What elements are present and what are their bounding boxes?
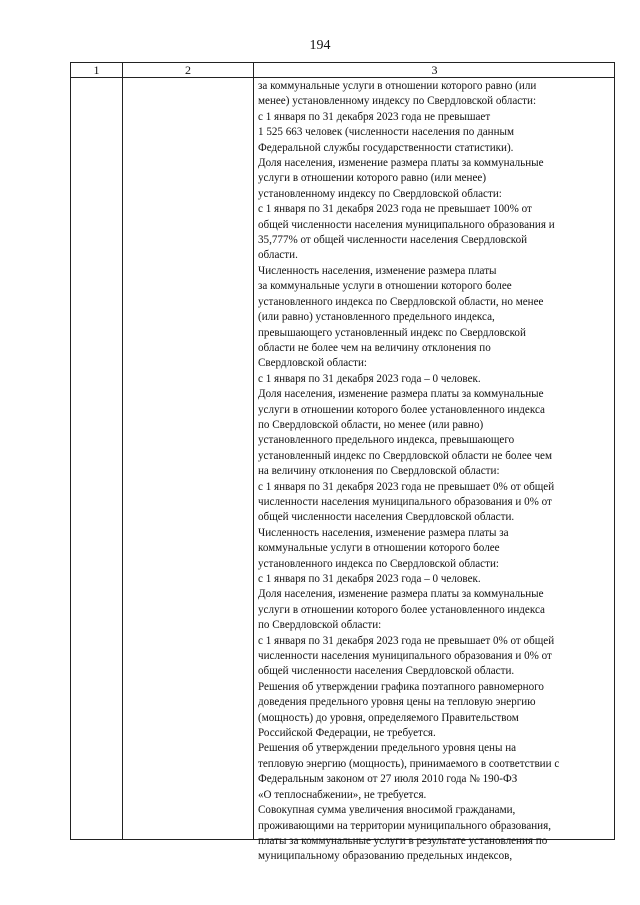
text-line: доведения предельного уровня цены на тепловую энергию: [258, 696, 536, 709]
text-line: с 1 января по 31 декабря 2023 года не превышает 0% от общей: [258, 480, 555, 493]
text-line: на величину отклонения по Свердловской области:: [258, 465, 500, 478]
column-3-text: [258, 79, 614, 865]
text-line: Численность населения, изменение размера платы за: [258, 526, 509, 539]
text-line: с 1 января по 31 декабря 2023 года не превышает: [258, 110, 491, 123]
text-line: с 1 января по 31 декабря 2023 года не превышает 0% от общей: [258, 634, 555, 647]
column-separator: [253, 63, 254, 839]
text-line: с 1 января по 31 декабря 2023 года – 0 человек.: [258, 372, 481, 385]
text-line: общей численности населения муниципального образования и: [258, 218, 555, 231]
document-table: [70, 62, 615, 863]
text-line: менее) установленному индексу по Свердловской области:: [258, 95, 537, 108]
text-line: услуги в отношении которого более установленного индекса: [258, 403, 545, 416]
text-line: установленный индекс по Свердловской области не более чем: [258, 449, 552, 462]
text-line: установленного индекса по Свердловской области:: [258, 557, 499, 570]
text-line: «О теплоснабжении», не требуется.: [258, 788, 427, 801]
text-line: Доля населения, изменение размера платы за коммунальные: [258, 388, 544, 401]
text-line: 1 525 663 человек (численности населения по данным: [258, 126, 514, 139]
text-line: коммунальные услуги в отношении которого более: [258, 542, 500, 555]
text-line: области не более чем на величину отклонения по: [258, 341, 491, 354]
text-line: Доля населения, изменение размера платы за коммунальные: [258, 157, 544, 170]
text-line: за коммунальные услуги в отношении которого равно (или: [258, 80, 537, 92]
text-line: проживающими на территории муниципального образования,: [258, 819, 551, 832]
text-line: с 1 января по 31 декабря 2023 года – 0 человек.: [258, 573, 481, 585]
text-line: превышающего установленный индекс по Свердловской: [258, 326, 526, 339]
text-line: муниципальному образованию предельных индексов,: [258, 850, 513, 863]
text-line: области.: [258, 249, 298, 262]
column-header-1: 1: [93, 63, 100, 77]
column-separator: [122, 63, 123, 839]
page-number: 194: [309, 38, 331, 53]
text-line: численности населения муниципального образования и 0% от: [258, 650, 552, 663]
text-line: общей численности населения Свердловской области.: [258, 665, 515, 678]
text-line: Федеральным законом от 27 июля 2010 года № 190-ФЗ: [258, 773, 518, 786]
text-line: (или равно) установленного предельного индекса,: [258, 311, 495, 324]
text-line: по Свердловской области, но менее (или равно): [258, 418, 484, 431]
text-line: Решения об утверждении графика поэтапного равномерного: [258, 680, 544, 693]
text-line: по Свердловской области:: [258, 619, 382, 632]
column-header-3: 3: [431, 63, 438, 77]
text-line: общей численности населения Свердловской области.: [258, 511, 515, 524]
text-line: Федеральной службы государственности статистики).: [258, 141, 514, 154]
text-line: установленного индекса по Свердловской области, но менее: [258, 295, 544, 308]
text-line: Совокупная сумма увеличения вносимой гражданами,: [258, 804, 516, 817]
text-line: (мощность) до уровня, определяемого Правительством: [258, 711, 519, 724]
text-line: установленному индексу по Свердловской области:: [258, 187, 502, 200]
text-line: платы за коммунальные услуги в результате установления по: [258, 834, 548, 847]
text-line: численности населения муниципального образования и 0% от: [258, 495, 552, 508]
header-row-border: [71, 77, 614, 78]
text-line: тепловую энергию (мощность), принимаемого в соответствии с: [258, 757, 560, 770]
text-line: Российской Федерации, не требуется.: [258, 727, 436, 740]
text-line: услуги в отношении которого равно (или менее): [258, 172, 487, 185]
text-line: Решения об утверждении предельного уровня цены на: [258, 742, 517, 755]
text-line: с 1 января по 31 декабря 2023 года не превышает 100% от: [258, 203, 532, 216]
text-line: Свердловской области:: [258, 357, 367, 370]
text-line: Численность населения, изменение размера платы: [258, 264, 497, 277]
column-header-2: 2: [185, 63, 191, 77]
text-line: услуги в отношении которого более установленного индекса: [258, 603, 545, 616]
text-line: 35,777% от общей численности населения Свердловской: [258, 234, 528, 247]
text-line: Доля населения, изменение размера платы за коммунальные: [258, 588, 544, 601]
text-line: установленного предельного индекса, превышающего: [258, 434, 515, 447]
text-line: за коммунальные услуги в отношении которого более: [258, 280, 512, 293]
